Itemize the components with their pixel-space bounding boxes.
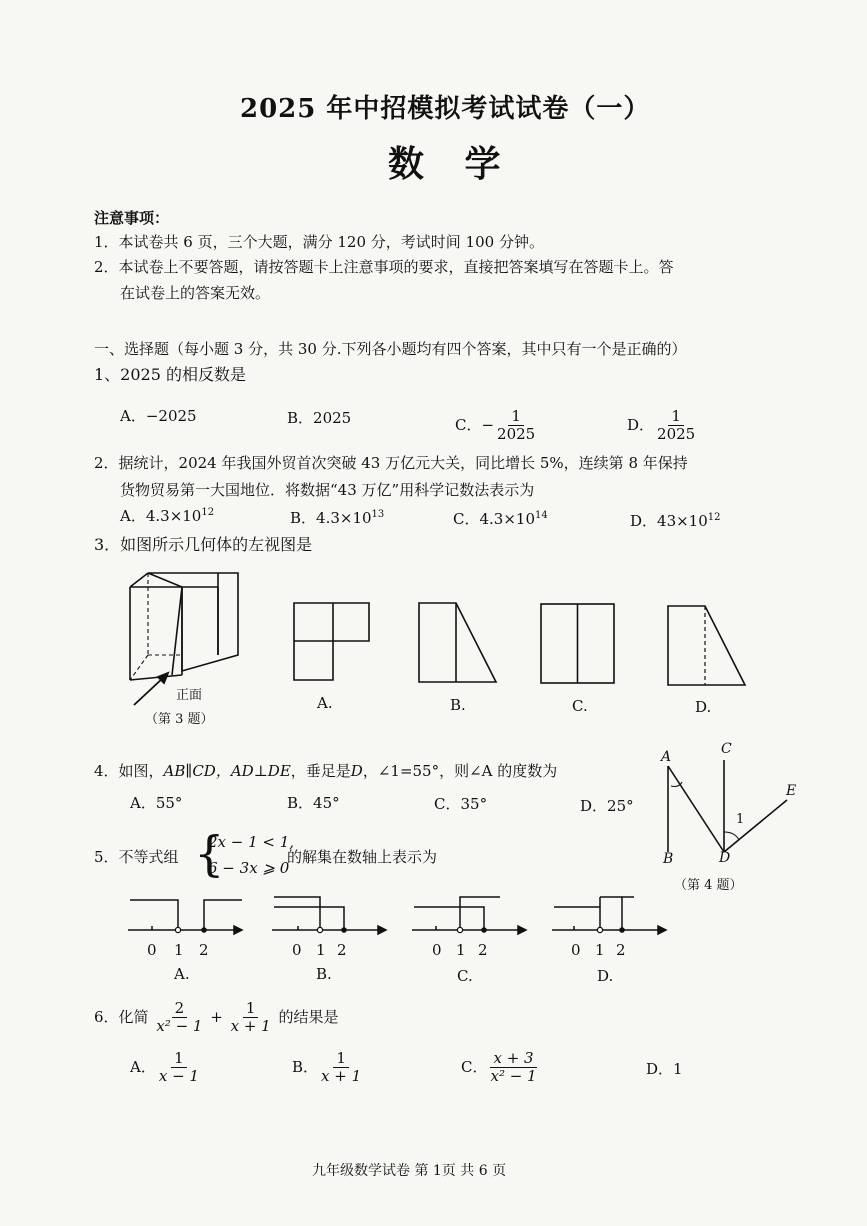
q2-option-c-exp: 14 [535,510,548,521]
q2-stem-line-2: 货物贸易第一大国地位．将数据“43 万亿”用科学记数法表示为 [120,481,535,499]
q6-option-a [130,1050,202,1086]
q4-stem-math-1: AB∥CD，AD⊥DE [163,762,291,780]
q5-option-c-tick-1: 1 [456,941,466,959]
q5-option-d-label: D. [597,967,614,985]
exam-title: 2025 年中招模拟考试试卷（一） [240,94,651,124]
q1-option-d-den: 2025 [657,425,696,444]
q6-option-b-num: 1 [333,1050,349,1068]
q5-inequality-2: 6 − 3x ⩾ 0 [208,859,290,877]
q2-option-a [120,505,214,526]
q5-option-b-label: B. [316,965,332,983]
q4-fig-label-c: C [721,741,732,757]
q2-option-b-exp: 13 [371,509,385,520]
q2-option-d [630,510,721,531]
q3-stem: 3．如图所示几何体的左视图是 [94,535,313,554]
q4-fig-label-b: B [663,851,674,867]
q5-option-c-label: C. [457,967,473,985]
q4-option-d: D．25° [580,797,634,815]
q6-option-a-label: A． [130,1057,156,1076]
q5-option-b-number-line [272,893,387,938]
notice-heading: 注意事项： [94,209,170,227]
q2-option-b-base: B．4.3×10 [290,509,372,527]
q4-stem-end: ，∠1=55°，则∠A 的度数为 [362,762,558,780]
q5-option-c-tick-2: 2 [478,941,488,959]
notice-item-2-line-1: 2．本试卷上不要答题，请按答题卡上注意事项的要求，直接把答案填写在答题卡上。答 [94,258,674,276]
q4-stem-mid: ，垂足是 [290,762,351,780]
q1-option-a: A．−2025 [120,407,197,425]
q6-fraction-1-num: 2 [172,1000,188,1018]
q3-option-d-figure [667,605,747,687]
q1-option-c-den: 2025 [497,425,536,444]
q3-option-c-label: C. [572,697,588,715]
q6-plus: + [210,1007,223,1026]
q6-option-b-label: B． [292,1057,319,1076]
q6-option-b-den: x + 1 [321,1067,362,1086]
q5-option-d-tick-1: 1 [595,941,605,959]
q3-option-c-figure [540,603,616,685]
q2-option-d-base: D．43×10 [630,512,708,530]
q6-option-c-den: x² − 1 [490,1067,537,1086]
q1-option-c-label: C．− [455,415,495,434]
q2-option-b [290,507,384,528]
q3-option-a-label: A. [317,694,333,712]
q4-fig-label-e: E [786,783,797,799]
q2-option-c-base: C．4.3×10 [453,510,535,528]
q6-fraction-2 [228,1000,274,1036]
q3-caption: （第 3 题） [145,712,214,727]
q4-fig-label-d: D [719,850,731,866]
q6-option-a-fraction [156,1050,202,1086]
q3-option-b-label: B. [450,696,466,714]
q5-option-a-number-line [128,896,243,938]
q2-option-a-exp: 12 [201,507,215,518]
q5-option-d-tick-2: 2 [616,941,626,959]
q3-option-d-label: D. [695,698,712,716]
q4-option-c: C．35° [434,795,488,813]
q2-option-d-exp: 12 [707,512,721,523]
q4-fig-label-a: A [661,749,672,765]
q1-option-d-label: D． [627,415,655,434]
notice-item-2-line-2: 在试卷上的答案无效。 [120,284,271,302]
q5-option-d-tick-0: 0 [571,941,581,959]
q2-option-c [453,508,548,529]
q3-option-a-figure [293,602,371,682]
q5-option-c-number-line [412,893,527,938]
q5-stem-prefix: 5．不等式组 [94,848,179,866]
q5-option-d-number-line [552,893,667,938]
q1-option-c-fraction [494,408,538,444]
q1-stem: 1、2025 的相反数是 [94,365,246,384]
notice-item-1: 1．本试卷共 6 页，三个大题，满分 120 分，考试时间 100 分钟。 [94,233,544,251]
q4-stem-prefix: 4．如图， [94,762,164,780]
q5-option-a-label: A. [174,965,190,983]
q1-option-b: B．2025 [287,409,352,427]
q5-brace: { [194,826,225,882]
q5-option-a-tick-2: 2 [199,941,209,959]
q6-fraction-1-den: x² − 1 [156,1017,203,1036]
q1-option-d-fraction [654,408,698,444]
q3-option-b-figure [418,602,498,684]
q6-option-d: D．1 [646,1060,683,1078]
q6-fraction-1 [153,1000,205,1036]
q6-option-c-fraction [487,1050,539,1086]
q6-stem [94,1000,339,1036]
q5-option-b-tick-1: 1 [316,941,326,959]
q1-option-c [455,408,538,444]
q4-option-b: B．45° [287,794,340,812]
q1-option-d-num: 1 [668,408,684,426]
q4-fig-angle-1: 1 [736,812,745,827]
q6-option-c [461,1050,540,1086]
page-footer: 九年级数学试卷 第 1页 共 6 页 [312,1163,507,1179]
q6-option-c-label: C． [461,1057,488,1076]
q6-option-c-num: x + 3 [490,1050,536,1068]
q2-stem-line-1: 2．据统计，2024 年我国外贸首次突破 43 万亿元大关，同比增长 5%，连续第 8 年保持 [94,454,688,472]
q5-option-a-tick-1: 1 [174,941,184,959]
q6-option-a-den: x − 1 [158,1067,199,1086]
q1-option-c-num: 1 [508,408,524,426]
q5-inequality-1: 2x − 1 < 1, [208,833,295,851]
q5-stem-end: 的解集在数轴上表示为 [287,848,438,866]
q6-stem-end: 的结果是 [278,1007,339,1026]
q2-option-a-base: A．4.3×10 [120,507,202,525]
q1-option-d [627,408,698,444]
q4-stem [94,760,557,781]
q6-option-b-fraction [318,1050,364,1086]
q5-option-a-tick-0: 0 [147,941,157,959]
q5-option-b-tick-0: 0 [292,941,302,959]
q6-option-a-num: 1 [171,1050,187,1068]
q4-stem-math-2: D [350,762,363,780]
q4-figure [655,740,805,860]
q4-caption: （第 4 题） [674,878,743,893]
q6-option-b [292,1050,364,1086]
q6-fraction-2-num: 1 [243,1000,259,1018]
q6-fraction-2-den: x + 1 [230,1017,271,1036]
q3-front-label: 正面 [176,688,203,703]
q4-option-a: A．55° [130,794,183,812]
q6-stem-prefix: 6．化简 [94,1007,149,1026]
q5-option-c-tick-0: 0 [432,941,442,959]
q5-option-b-tick-2: 2 [337,941,347,959]
subject-title: 数 学 [388,143,515,185]
section-1-heading: 一、选择题（每小题 3 分，共 30 分.下列各小题均有四个答案，其中只有一个是正确的） [94,340,687,358]
